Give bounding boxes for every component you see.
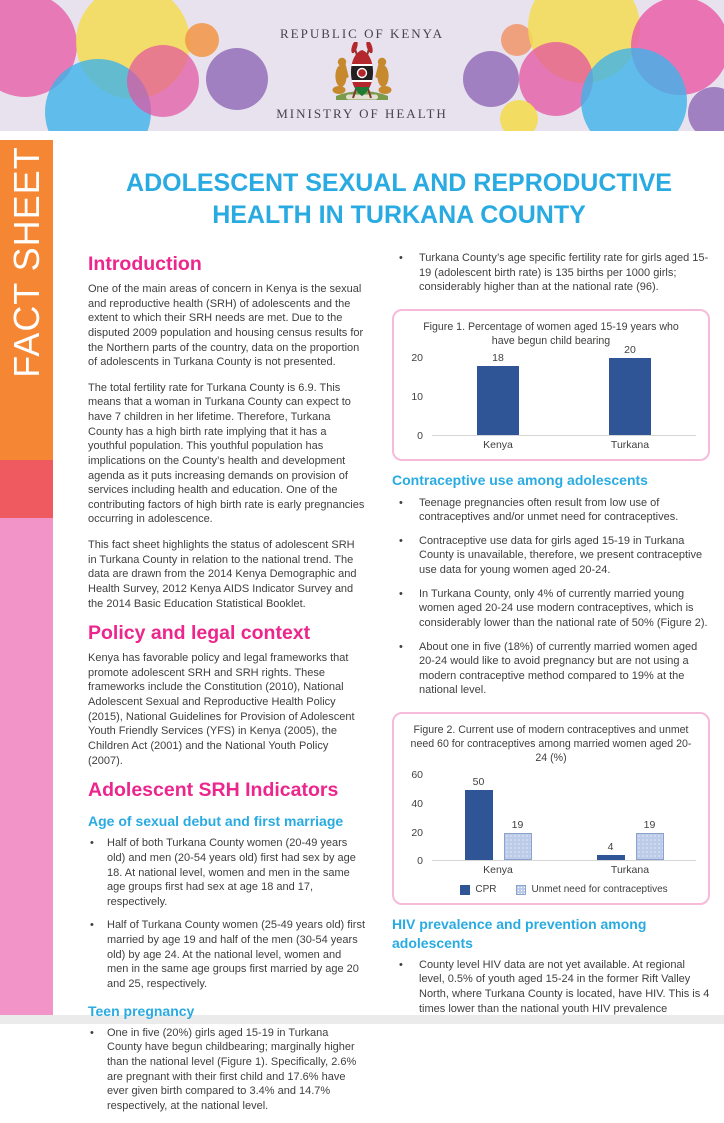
page-title: ADOLESCENT SEXUAL AND REPRODUCTIVE HEALTH IN TURKANA COUNTY — [126, 169, 672, 229]
bar-wrap — [609, 344, 651, 435]
category-label: Turkana — [610, 864, 650, 877]
legend-swatch — [516, 885, 526, 895]
main-content — [88, 167, 710, 1123]
bar-wrap — [504, 775, 532, 860]
ministry-of-health-label: MINISTRY OF HEALTH — [276, 106, 448, 121]
chart-legend — [432, 884, 696, 895]
y-axis-tick: 0 — [417, 855, 423, 868]
teen-pregnancy-heading: Teen pregnancy — [88, 1002, 195, 1019]
sexual-debut-bullets — [88, 836, 365, 991]
bar-value-label: 19 — [643, 819, 656, 832]
bar-value-label: 18 — [492, 352, 504, 365]
bar-group-kenya — [432, 775, 564, 860]
bar-wrap — [477, 352, 519, 435]
sidebar-red-block — [0, 460, 53, 518]
legend-item — [460, 884, 496, 895]
bar — [465, 790, 493, 861]
bullet-item: • Half of Turkana County women (25-49 years old) first married by age 19 and half of the men (30-54 years old) by age 24. At the national level, women and men in the same age groups first married by age 20 and 25, respectively. — [88, 918, 365, 991]
right-column — [392, 251, 710, 1123]
legend-label: CPR — [475, 884, 497, 896]
figure-2-title: Figure 2. Current use of modern contraceptives and unmet need 60 for contraceptives among married women aged 20-24 (%) — [410, 724, 692, 764]
bullet-item: • Contraceptive use data for girls aged 15-19 in Turkana County is unavailable, therefore, we present contraceptive use data for young women aged 20-24. — [392, 534, 710, 578]
hiv-bullets — [392, 958, 710, 1017]
category-axis — [432, 864, 696, 876]
republic-of-kenya-label: REPUBLIC OF KENYA — [279, 26, 444, 41]
y-axis-tick: 40 — [411, 798, 423, 811]
decorative-circle — [206, 48, 268, 110]
teen-pregnancy-bullets — [88, 1026, 365, 1114]
figure-1-title: Figure 1. Percentage of women aged 15-19 years who have begun child bearing — [423, 320, 679, 347]
y-axis-tick: 60 — [411, 769, 423, 782]
figure-1-bar-chart — [406, 344, 696, 452]
figure-2-bar-chart — [406, 769, 696, 896]
bullet-item: • In Turkana County, only 4% of currently married young women aged 20-24 use modern contraceptives, which is considerably lower than the national rate of 50% (Figure 2). — [392, 587, 710, 631]
y-axis — [406, 769, 426, 868]
legend-item — [516, 884, 667, 895]
bullet-item: • Half of both Turkana County women (20-49 years old) and men (20-54 years old) first had sex by age 18. At national level, women and men in the same age groups first had sex at age 18 and 17, respectively. — [88, 836, 365, 909]
category-label: Kenya — [483, 439, 513, 452]
bar-group-turkana — [564, 775, 696, 860]
bar-value-label: 50 — [472, 775, 485, 788]
legend-label: Unmet need for contraceptives — [531, 884, 668, 896]
bar — [609, 358, 651, 435]
y-axis-tick: 20 — [411, 352, 423, 365]
y-axis — [406, 352, 426, 443]
bullet-item: • Teenage pregnancies often result from low use of contraceptives and/or unmet need for contraceptives. — [392, 496, 710, 525]
bar-value-label: 4 — [607, 840, 614, 853]
bar-wrap — [597, 775, 625, 860]
bullet-item: • County level HIV data are not yet available. At regional level, 0.5% of youth aged 15-24 in the former Rift Valley North, where Turkana County is located, have HIV. This is 4 times lower than the national youth HIV prevalence — [392, 958, 710, 1017]
category-label: Kenya — [483, 864, 513, 877]
introduction-paragraph: The total fertility rate for Turkana County is 6.9. This means that a woman in Turkana County can expect to have 7 children in her lifetime. Therefore, Turkana County has a high birth rate implying that it has a youthful population. This youthful population has implications on the County’s health and development agenda as it puts increasing demands on provision of services including health and education. One of the contributing factors of high birth rate is early pregnancies occurring in adolescence. — [88, 381, 365, 526]
bullet-item: • About one in five (18%) of currently married women aged 20-24 would like to avoid pregnancy but are not using a modern contraceptive method compared to 19% at the national level. — [392, 640, 710, 699]
fact-sheet-vertical-label: FACT SHEET — [6, 146, 47, 378]
bar — [504, 833, 532, 860]
y-axis-tick: 10 — [411, 391, 423, 404]
header-banner — [0, 0, 724, 131]
introduction-paragraph: This fact sheet highlights the status of adolescent SRH in Turkana County in relation to the national trend. The data are drawn from the 2014 Kenya Demographic and Health Survey, 2012 Kenya AIDS Indicator Survey and the 2014 Basic Education Statistical Booklet. — [88, 539, 357, 610]
plot-area — [432, 775, 696, 861]
bar-wrap — [636, 775, 664, 860]
contraceptive-bullets — [392, 496, 710, 699]
policy-paragraph: Kenya has favorable policy and legal frameworks that promote adolescent SRH and SRH rights. These frameworks include the Constitution (2010), National Adolescent Sexual and Reproductive Health Policy (2015), National Guidelines for Provision of Adolescent Youth Friendly Services (YFS) in Kenya (2005), the Children Act (2001) and the National Youth Policy (2007). — [88, 652, 355, 767]
bullet-item: • One in five (20%) girls aged 15-19 in Turkana County have begun childbearing; marginally higher than the national level (Figure 1). Specifically, 2.6% are pregnant with their first child and 17.6% have ever given birth compared to 3.4% and 14.7% respectively, at the national level. — [88, 1026, 365, 1114]
introduction-paragraph: One of the main areas of concern in Kenya is the sexual and reproductive health (SRH) of adolescents and the extent to which their SRH needs are met. Due to the disputed 2009 population and housing census results for the Northern parts of the country, data on the proportion of adolescents in Turkana County is not presented. — [88, 283, 364, 369]
bar-group-turkana — [564, 344, 696, 435]
bar-value-label: 20 — [624, 344, 636, 357]
hiv-heading: HIV prevalence and prevention among adolescents — [392, 916, 647, 951]
plot-area — [432, 344, 696, 436]
legend-swatch — [460, 885, 470, 895]
decorative-circle — [463, 51, 519, 107]
bar — [597, 855, 625, 861]
kenya-coat-of-arms-icon — [324, 42, 400, 105]
category-axis — [432, 439, 696, 451]
bullet-item: • Turkana County’s age specific fertility rate for girls aged 15-19 (adolescent birth rate) is 135 births per 1000 girls; considerably higher than at the national rate (96). — [392, 251, 710, 295]
sidebar-pink-block — [0, 518, 53, 1015]
indicators-heading: Adolescent SRH Indicators — [88, 779, 339, 802]
left-column — [88, 251, 365, 1123]
fertility-bullets — [392, 251, 710, 295]
bar — [636, 833, 664, 860]
contraceptive-heading: Contraceptive use among adolescents — [392, 472, 648, 489]
policy-heading: Policy and legal context — [88, 622, 311, 645]
sexual-debut-heading: Age of sexual debut and first marriage — [88, 813, 344, 830]
category-label: Turkana — [610, 439, 650, 452]
figure-2-box — [392, 712, 710, 905]
introduction-heading: Introduction — [88, 253, 202, 275]
y-axis-tick: 0 — [417, 430, 423, 443]
bar-value-label: 19 — [511, 819, 524, 832]
bar-wrap — [465, 775, 493, 860]
figure-1-box — [392, 309, 710, 462]
y-axis-tick: 20 — [411, 826, 423, 839]
bar-group-kenya — [432, 352, 564, 435]
bar — [477, 366, 519, 435]
